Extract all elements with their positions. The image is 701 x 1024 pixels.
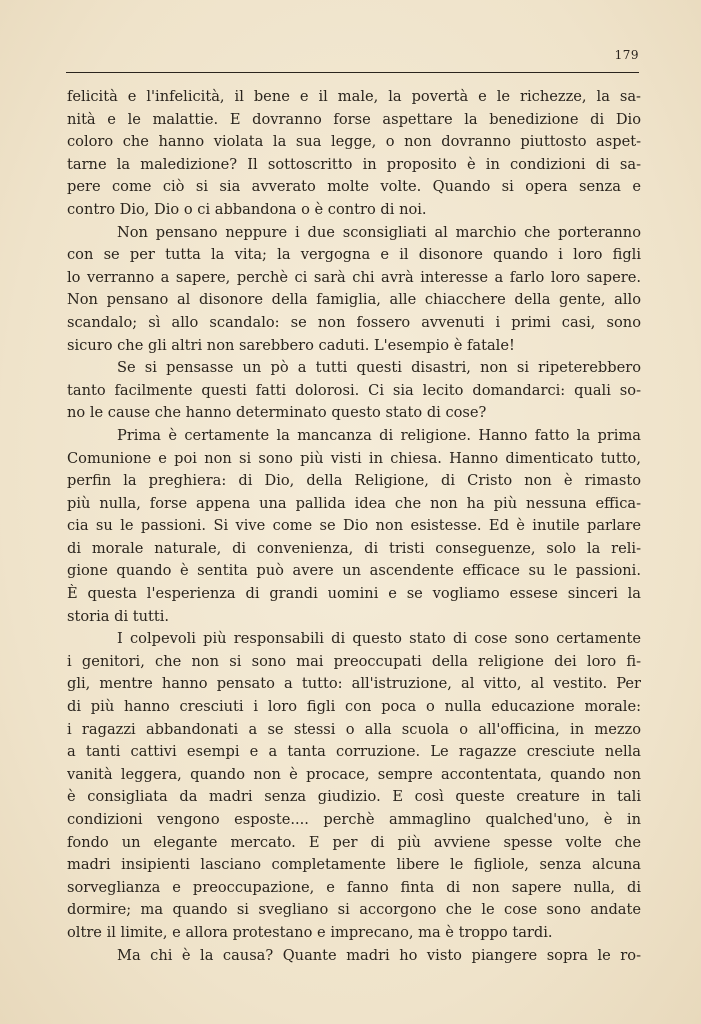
- text-line: i ragazzi abbandonati a se stessi o alla scuola o all'officina, in mezzo: [67, 720, 641, 738]
- text-line: pere come ciò si sia avverato molte volte. Quando si opera senza e: [67, 178, 641, 196]
- text-line: di più hanno cresciuti i loro figli con poca o nulla educazione morale:: [67, 698, 641, 716]
- text-line: Ma chi è la causa? Quante madri ho visto piangere sopra le ro-: [117, 946, 641, 964]
- text-line: più nulla, forse appena una pallida idea che non ha più nessuna effica-: [67, 494, 641, 512]
- text-line: È questa l'esperienza di grandi uomini e se vogliamo essese sinceri la: [67, 585, 641, 603]
- text-line: sicuro che gli altri non sarebbero caduti. L'esempio è fatale!: [67, 336, 515, 354]
- text-line: è consigliata da madri senza giudizio. E così queste creature in tali: [67, 788, 641, 806]
- text-line: fondo un elegante mercato. E per di più avviene spesse volte che: [67, 833, 641, 851]
- text-line: storia di tutti.: [67, 607, 170, 625]
- text-line: i genitori, che non si sono mai preoccupati della religione dei loro fi-: [67, 652, 641, 670]
- text-line: gione quando è sentita può avere un ascendente efficace su le passioni.: [67, 562, 641, 580]
- text-line: Se si pensasse un pò a tutti questi disastri, non si ripeterebbero: [117, 359, 641, 377]
- text-line: condizioni vengono esposte.... perchè ammaglino qualched'uno, è in: [67, 811, 641, 828]
- text-line: Non pensano neppure i due sconsigliati al marchio che porteranno: [117, 223, 641, 241]
- text-line: scandalo; sì allo scandalo: se non fossero avvenuti i primi casi, sono: [67, 313, 641, 331]
- text-line: Prima è certamente la mancanza di religione. Hanno fatto la prima: [117, 426, 641, 444]
- text-line: di morale naturale, di convenienza, di tristi conseguenze, solo la reli-: [67, 539, 641, 557]
- page-number: 179: [614, 48, 639, 62]
- text-line: tarne la maledizione? Il sottoscritto in proposito è in condizioni di sa-: [67, 155, 641, 173]
- text-line: felicità e l'infelicità, il bene e il male, la povertà e le richezze, la sa-: [67, 88, 641, 105]
- text-line: sorveglianza e preoccupazione, e fanno finta di non sapere nulla, di: [67, 878, 641, 896]
- text-line: Non pensano al disonore della famiglia, alle chiacchere della gente, allo: [67, 291, 641, 309]
- text-line: dormire; ma quando si svegliano si accorgono che le cose sono andate: [67, 901, 641, 919]
- text-line: madri insipienti lasciano completamente libere le figliole, senza alcuna: [67, 856, 641, 874]
- body-text: [67, 86, 641, 967]
- text-line: I colpevoli più responsabili di questo stato di cose sono certamente: [117, 630, 641, 648]
- text-line: oltre il limite, e allora protestano e imprecano, ma è troppo tardi.: [67, 923, 553, 941]
- text-line: Comunione e poi non si sono più visti in chiesa. Hanno dimenticato tutto,: [67, 449, 641, 467]
- text-line: contro Dio, Dio o ci abbandona o è contro di noi.: [67, 200, 427, 218]
- text-line: con se per tutta la vita; la vergogna e il disonore quando i loro figli: [67, 246, 641, 264]
- text-line: no le cause che hanno determinato questo stato di cose?: [67, 404, 487, 422]
- text-line: coloro che hanno violata la sua legge, o non dovranno piuttosto aspet-: [67, 133, 641, 151]
- text-line: tanto facilmente questi fatti dolorosi. Ci sia lecito domandarci: quali so-: [67, 381, 641, 399]
- header-rule: [66, 72, 639, 73]
- text-line: perfin la preghiera: di Dio, della Religione, di Cristo non è rimasto: [67, 472, 641, 490]
- text-line: vanità leggera, quando non è procace, sempre accontentata, quando non: [67, 765, 641, 783]
- text-line: nità e le malattie. E dovranno forse aspettare la benedizione di Dio: [67, 110, 641, 128]
- text-line: cia su le passioni. Si vive come se Dio non esistesse. Ed è inutile parlare: [67, 517, 641, 535]
- text-line: a tanti cattivi esempi e a tanta corruzione. Le ragazze cresciute nella: [67, 743, 641, 761]
- text-line: lo verranno a sapere, perchè ci sarà chi avrà interesse a farlo loro sapere.: [67, 268, 641, 286]
- text-line: gli, mentre hanno pensato a tutto: all'istruzione, al vitto, al vestito. Per: [67, 675, 641, 693]
